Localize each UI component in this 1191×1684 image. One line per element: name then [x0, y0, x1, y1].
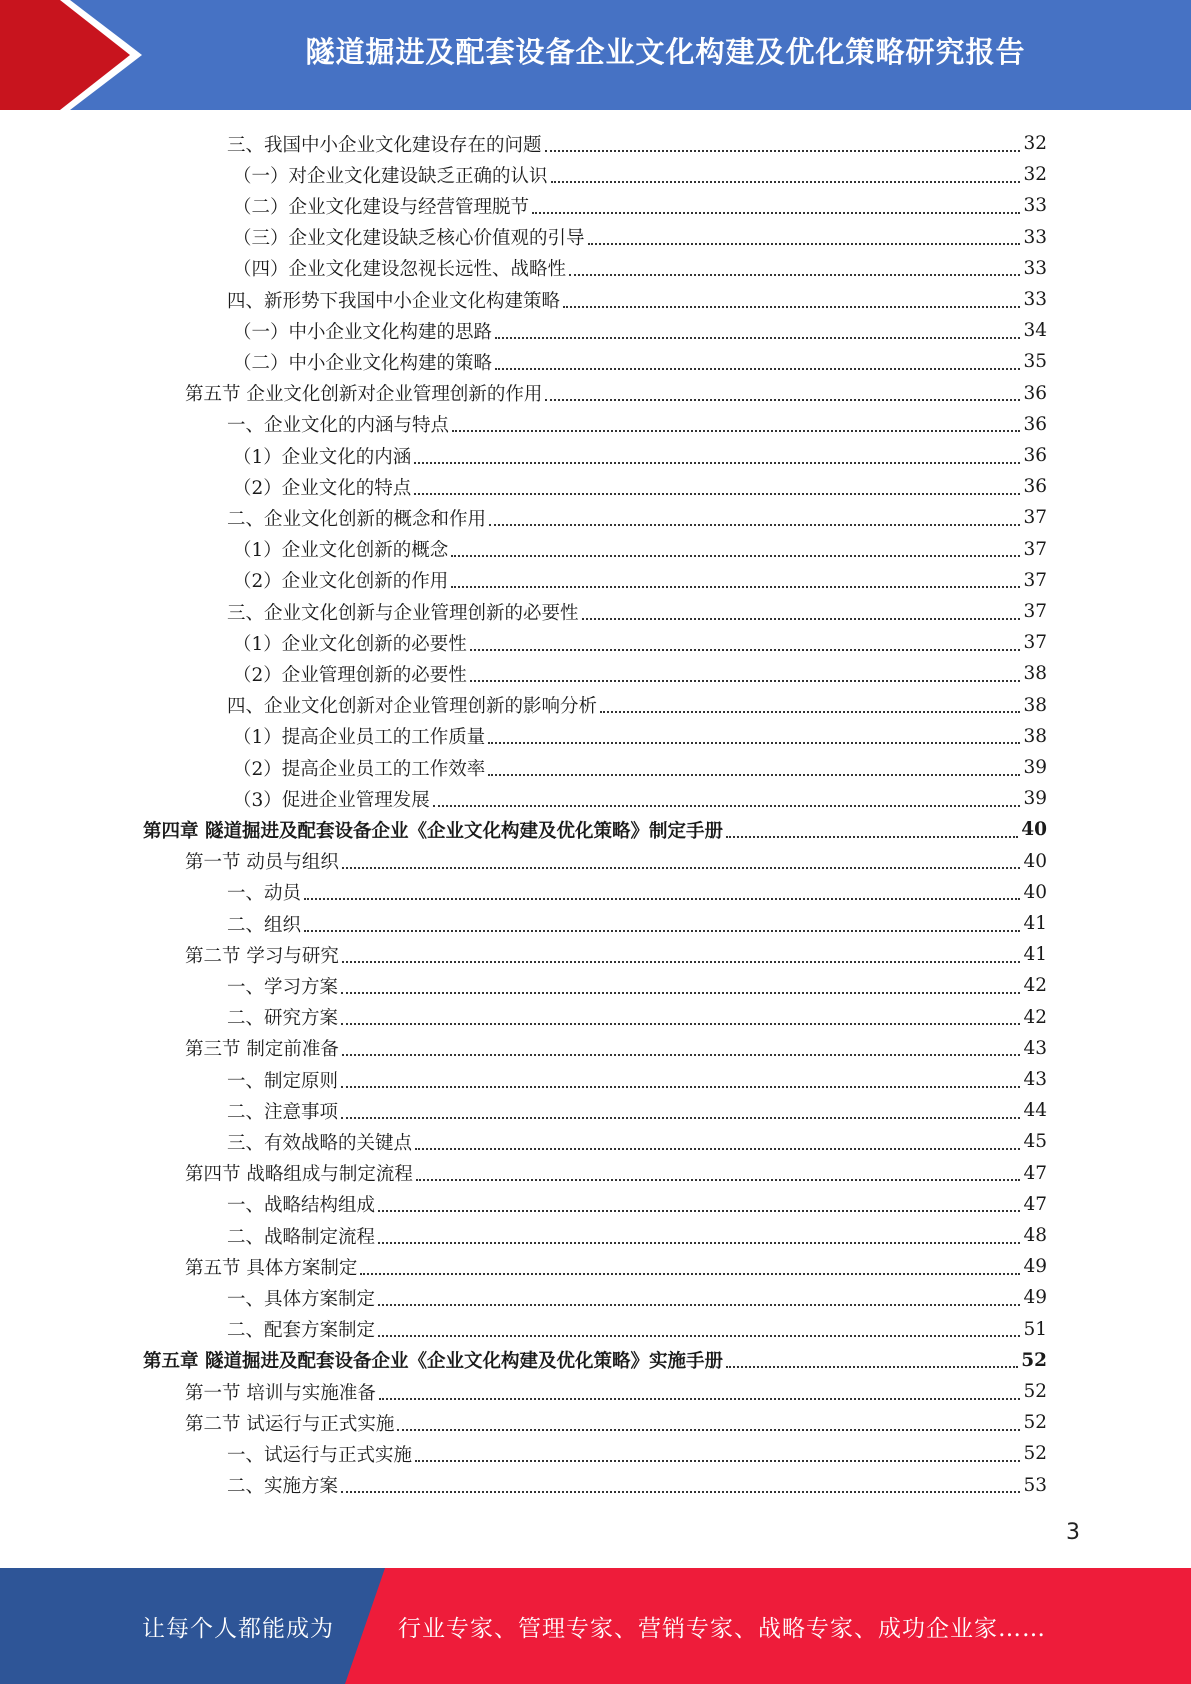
toc-dot-leader	[416, 1179, 1021, 1181]
toc-entry-page: 45	[1023, 1131, 1047, 1153]
toc-dot-leader	[726, 836, 1018, 838]
toc-entry[interactable]	[233, 471, 1047, 502]
toc-entry[interactable]	[227, 1438, 1047, 1469]
toc-dot-leader	[495, 337, 1020, 339]
toc-entry-label: 第五节 企业文化创新对企业管理创新的作用	[185, 384, 543, 406]
toc-entry[interactable]	[185, 1158, 1047, 1189]
toc-dot-leader	[304, 898, 1020, 900]
toc-entry-label: 三、企业文化创新与企业管理创新的必要性	[227, 602, 579, 624]
toc-entry-page: 33	[1023, 226, 1047, 248]
toc-dot-leader	[342, 961, 1021, 963]
toc-dot-leader	[545, 150, 1021, 152]
toc-entry-label: （1）企业文化的内涵	[233, 446, 412, 468]
toc-entry-label: （2）企业管理创新的必要性	[233, 664, 467, 686]
toc-entry-page: 32	[1023, 133, 1047, 154]
toc-entry-label: （三）企业文化建设缺乏核心价值观的引导	[233, 228, 585, 250]
page-footer	[0, 1568, 1191, 1684]
toc-entry-label: （四）企业文化建设忽视长远性、战略性	[233, 259, 567, 281]
toc-entry[interactable]	[227, 690, 1047, 721]
toc-entry-label: 第五节 具体方案制定	[185, 1257, 358, 1279]
toc-entry-page: 37	[1023, 632, 1047, 654]
toc-entry[interactable]	[233, 440, 1047, 471]
toc-dot-leader	[341, 1023, 1020, 1025]
toc-entry-label: 一、制定原则	[227, 1070, 339, 1092]
toc-dot-leader	[545, 399, 1020, 401]
toc-dot-leader	[341, 1086, 1020, 1088]
toc-dot-leader	[341, 1491, 1020, 1493]
toc-entry-label: 一、战略结构组成	[227, 1195, 376, 1217]
toc-entry-page: 38	[1023, 725, 1047, 747]
toc-dot-leader	[341, 1117, 1020, 1119]
toc-entry-page: 40	[1023, 850, 1047, 872]
toc-entry[interactable]	[227, 1220, 1047, 1251]
toc-entry-label: 四、新形势下我国中小企业文化构建策略	[227, 290, 561, 312]
header-chevron-decoration	[0, 0, 160, 110]
toc-entry-label: （二）企业文化建设与经营管理脱节	[233, 196, 530, 218]
document-title: 隧道掘进及配套设备企业文化构建及优化策略研究报告	[305, 34, 1026, 69]
toc-dot-leader	[378, 1210, 1020, 1212]
footer-slogan-left: 让每个人都能成为	[142, 1616, 334, 1642]
toc-entry[interactable]	[233, 565, 1047, 596]
toc-entry-label: （二）中小企业文化构建的策略	[233, 352, 493, 374]
page-number: 3	[1066, 1520, 1080, 1545]
toc-dot-leader	[378, 1304, 1020, 1306]
toc-entry-label: 第四章 隧道掘进及配套设备企业《企业文化构建及优化策略》制定手册	[143, 820, 723, 842]
toc-dot-leader	[569, 274, 1020, 276]
toc-entry-label: 二、研究方案	[227, 1008, 339, 1030]
toc-entry-page: 47	[1023, 1162, 1047, 1184]
toc-dot-leader	[470, 649, 1021, 651]
toc-entry[interactable]	[185, 1407, 1047, 1438]
toc-entry[interactable]	[227, 908, 1047, 939]
page-header	[0, 0, 1191, 110]
toc-entry[interactable]	[227, 1282, 1047, 1313]
toc-dot-leader	[415, 1460, 1020, 1462]
toc-entry-page: 40	[1023, 881, 1047, 903]
toc-entry[interactable]	[227, 1002, 1047, 1033]
toc-entry[interactable]	[233, 627, 1047, 658]
toc-entry[interactable]	[227, 1470, 1047, 1501]
toc-dot-leader	[551, 181, 1021, 183]
toc-entry[interactable]	[233, 159, 1047, 190]
toc-entry[interactable]	[227, 1126, 1047, 1157]
toc-dot-leader	[360, 1273, 1020, 1275]
toc-entry-label: 第二节 试运行与正式实施	[185, 1413, 395, 1435]
toc-entry[interactable]	[233, 658, 1047, 689]
toc-dot-leader	[489, 524, 1020, 526]
toc-entry-page: 52	[1021, 1349, 1047, 1371]
toc-entry-page: 36	[1023, 413, 1047, 435]
toc-entry[interactable]	[233, 222, 1047, 253]
toc-dot-leader	[495, 368, 1020, 370]
toc-entry-label: 一、试运行与正式实施	[227, 1444, 413, 1466]
toc-entry-label: 第五章 隧道掘进及配套设备企业《企业文化构建及优化策略》实施手册	[143, 1351, 723, 1373]
toc-entry[interactable]	[233, 534, 1047, 565]
toc-dot-leader	[414, 462, 1020, 464]
toc-entry-label: 第四节 战略组成与制定流程	[185, 1164, 413, 1186]
toc-entry-page: 36	[1023, 445, 1047, 466]
toc-entry-page: 33	[1023, 257, 1047, 279]
toc-entry-label: （1）企业文化创新的必要性	[233, 633, 467, 655]
toc-dot-leader	[588, 243, 1021, 245]
toc-entry-page: 39	[1023, 757, 1047, 778]
toc-entry-label: 三、有效战略的关键点	[227, 1132, 413, 1154]
toc-entry-label: （3）促进企业管理发展	[233, 789, 430, 811]
toc-entry-label: 二、组织	[227, 914, 302, 936]
toc-entry-page: 34	[1023, 320, 1047, 342]
toc-entry-page: 41	[1023, 913, 1047, 934]
toc-entry[interactable]	[227, 502, 1047, 533]
toc-entry-label: 一、学习方案	[227, 976, 339, 998]
toc-entry[interactable]	[185, 846, 1047, 877]
toc-entry-label: （2）企业文化的特点	[233, 477, 412, 499]
toc-dot-leader	[532, 212, 1020, 214]
toc-entry[interactable]	[233, 721, 1047, 752]
toc-dot-leader	[563, 306, 1020, 308]
toc-entry[interactable]	[227, 1064, 1047, 1095]
toc-entry[interactable]	[227, 128, 1047, 159]
toc-entry[interactable]	[227, 970, 1047, 1001]
toc-entry-label: （一）对企业文化建设缺乏正确的认识	[233, 165, 548, 187]
toc-entry[interactable]	[185, 939, 1047, 970]
toc-entry[interactable]	[233, 783, 1047, 814]
toc-entry[interactable]	[227, 596, 1047, 627]
toc-entry-label: 二、配套方案制定	[227, 1320, 376, 1342]
toc-entry-page: 38	[1023, 694, 1047, 716]
toc-entry-label: 一、动员	[227, 883, 302, 905]
toc-entry-page: 52	[1023, 1381, 1047, 1402]
toc-entry-page: 44	[1023, 1100, 1047, 1122]
toc-entry-page: 52	[1023, 1412, 1047, 1434]
toc-entry-label: 二、企业文化创新的概念和作用	[227, 508, 487, 530]
toc-entry[interactable]	[233, 253, 1047, 284]
toc-entry-page: 41	[1023, 944, 1047, 966]
toc-entry-label: 第二节 学习与研究	[185, 945, 339, 967]
toc-dot-leader	[379, 1398, 1021, 1400]
toc-entry[interactable]	[233, 190, 1047, 221]
toc-entry[interactable]	[185, 1251, 1047, 1282]
toc-entry[interactable]	[233, 346, 1047, 377]
toc-entry-page: 51	[1023, 1318, 1047, 1340]
toc-entry[interactable]	[233, 752, 1047, 783]
toc-entry-label: 一、企业文化的内涵与特点	[227, 415, 450, 437]
toc-entry-page: 36	[1023, 382, 1047, 404]
toc-dot-leader	[378, 1242, 1020, 1244]
toc-entry-label: （2）提高企业员工的工作效率	[233, 758, 486, 780]
toc-dot-leader	[397, 1429, 1020, 1431]
toc-dot-leader	[342, 1054, 1021, 1056]
toc-entry-page: 52	[1023, 1443, 1047, 1465]
toc-dot-leader	[378, 1335, 1020, 1337]
toc-entry[interactable]	[143, 1345, 1047, 1376]
toc-entry-page: 37	[1023, 507, 1047, 529]
toc-entry[interactable]	[227, 1314, 1047, 1345]
toc-entry[interactable]	[185, 1376, 1047, 1407]
toc-entry[interactable]	[185, 1033, 1047, 1064]
toc-entry-page: 33	[1023, 289, 1047, 310]
toc-entry-page: 49	[1023, 1287, 1047, 1309]
toc-entry-label: 第一节 培训与实施准备	[185, 1382, 376, 1404]
toc-dot-leader	[600, 711, 1020, 713]
toc-dot-leader	[415, 1148, 1020, 1150]
toc-entry-page: 53	[1023, 1474, 1047, 1496]
toc-dot-leader	[470, 680, 1021, 682]
toc-entry[interactable]	[227, 284, 1047, 315]
toc-entry[interactable]	[143, 814, 1047, 845]
toc-entry-page: 43	[1023, 1069, 1047, 1090]
toc-entry-label: 二、战略制定流程	[227, 1226, 376, 1248]
toc-dot-leader	[304, 930, 1020, 932]
toc-entry-label: 二、注意事项	[227, 1101, 339, 1123]
toc-entry[interactable]	[227, 877, 1047, 908]
toc-entry-page: 48	[1023, 1225, 1047, 1246]
toc-dot-leader	[488, 774, 1020, 776]
toc-entry[interactable]	[233, 315, 1047, 346]
toc-entry-page: 42	[1023, 975, 1047, 997]
toc-dot-leader	[726, 1366, 1018, 1368]
toc-entry[interactable]	[185, 378, 1047, 409]
toc-dot-leader	[488, 742, 1020, 744]
toc-entry-page: 36	[1023, 476, 1047, 498]
toc-dot-leader	[342, 867, 1021, 869]
toc-entry[interactable]	[227, 1189, 1047, 1220]
toc-dot-leader	[414, 493, 1020, 495]
toc-entry-label: 第一节 动员与组织	[185, 852, 339, 874]
toc-entry-page: 32	[1023, 164, 1047, 186]
toc-entry-page: 42	[1023, 1006, 1047, 1028]
toc-entry[interactable]	[227, 1095, 1047, 1126]
toc-entry-label: 三、我国中小企业文化建设存在的问题	[227, 134, 542, 156]
toc-entry-page: 47	[1023, 1193, 1047, 1215]
toc-entry-label: （一）中小企业文化构建的思路	[233, 321, 493, 343]
toc-entry[interactable]	[227, 409, 1047, 440]
toc-entry-page: 49	[1023, 1256, 1047, 1278]
toc-entry-page: 37	[1023, 538, 1047, 560]
toc-dot-leader	[341, 992, 1020, 994]
toc-entry-label: 二、实施方案	[227, 1476, 339, 1498]
toc-entry-page: 43	[1023, 1037, 1047, 1059]
toc-entry-label: 四、企业文化创新对企业管理创新的影响分析	[227, 696, 598, 718]
toc-entry-page: 37	[1023, 569, 1047, 591]
toc-dot-leader	[451, 555, 1020, 557]
footer-slogan-right: 行业专家、管理专家、营销专家、战略专家、成功企业家……	[398, 1616, 1046, 1642]
toc-entry-page: 33	[1023, 195, 1047, 217]
toc-entry-page: 35	[1023, 351, 1047, 373]
toc-entry-page: 40	[1021, 819, 1047, 841]
toc-entry-page: 37	[1023, 601, 1047, 622]
toc-dot-leader	[433, 805, 1021, 807]
toc-entry-label: （1）企业文化创新的概念	[233, 540, 449, 562]
toc-dot-leader	[451, 586, 1020, 588]
toc-entry-page: 38	[1023, 663, 1047, 685]
toc-dot-leader	[582, 618, 1021, 620]
toc-entry-page: 39	[1023, 788, 1047, 810]
toc-dot-leader	[452, 430, 1020, 432]
toc-entry-label: 第三节 制定前准备	[185, 1039, 339, 1061]
toc-entry-label: （1）提高企业员工的工作质量	[233, 727, 486, 749]
toc-entry-label: （2）企业文化创新的作用	[233, 571, 449, 593]
toc-entry-label: 一、具体方案制定	[227, 1288, 376, 1310]
